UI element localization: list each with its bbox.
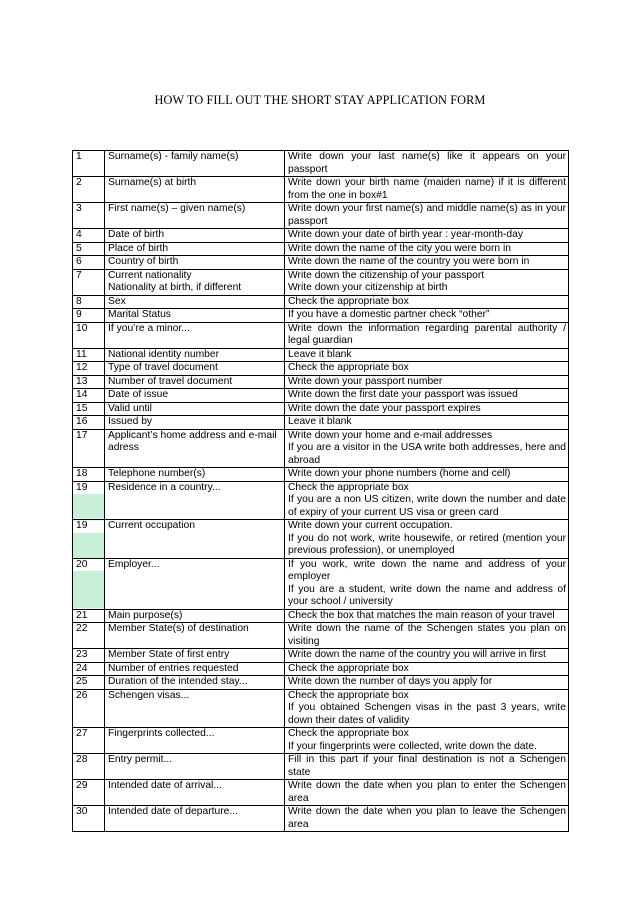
instruction-text: Leave it blank [288,348,352,360]
table-row [73,676,569,690]
instruction-text: Write down the date your passport expires [288,402,481,414]
field-name: Applicant’s home address and e-mail adress [108,429,277,453]
instructions-table [72,150,569,832]
field-name-cell [105,416,285,430]
field-name-cell [105,676,285,690]
box-number: 23 [73,649,105,663]
box-number: 13 [73,375,105,389]
field-name-cell [105,256,285,270]
instruction-text: If you are a visitor in the USA write both addresses, here and abroad [288,442,566,466]
instruction-cell [285,662,569,676]
table-row [73,689,569,728]
box-number: 2 [73,177,105,203]
field-name: Main purpose(s) [108,609,183,621]
instruction-cell [285,481,569,520]
instruction-text: If you work, write down the name and address of your employer [288,558,566,582]
field-name-cell [105,151,285,177]
box-number: 19 [73,520,105,559]
field-name: Current occupation [108,520,196,531]
field-name: Place of birth [108,242,169,254]
instruction-text: Write down the information regarding parental authority / legal guardian [288,322,566,346]
instruction-cell [285,348,569,362]
box-number: 21 [73,609,105,623]
field-name: Member State(s) of destination [108,623,249,634]
field-name-cell [105,375,285,389]
field-name: Number of travel document [108,375,233,387]
instruction-text: Write down your citizenship at birth [288,282,448,293]
instructions-table-body [73,151,569,832]
table-row [73,229,569,243]
field-name-cell [105,295,285,309]
table-row [73,649,569,663]
box-number: 6 [73,256,105,270]
box-number: 24 [73,662,105,676]
field-name-cell [105,322,285,348]
table-row [73,780,569,806]
field-name-cell [105,402,285,416]
instruction-cell [285,623,569,649]
box-number: 19 [73,481,105,520]
instruction-cell [285,322,569,348]
instruction-cell [285,402,569,416]
field-name-cell [105,429,285,468]
table-row [73,609,569,623]
instruction-text: If you have a domestic partner check “other” [288,309,490,320]
instruction-text: If you obtained Schengen visas in the past 3 years, write down their dates of validity [288,702,566,726]
box-number: 22 [73,623,105,649]
box-number: 27 [73,728,105,754]
field-name: If you’re a minor... [108,322,190,334]
field-name-cell [105,242,285,256]
field-name-cell [105,754,285,780]
field-name-cell [105,806,285,832]
field-name: National identity number [108,348,220,360]
table-row [73,402,569,416]
table-row [73,322,569,348]
box-number: 20 [73,558,105,609]
table-row [73,309,569,323]
instruction-text: Write down your date of birth year : year-month-day [288,229,524,240]
instruction-cell [285,269,569,295]
field-name: Entry permit... [108,754,173,765]
field-name-cell [105,520,285,559]
field-name-cell [105,662,285,676]
box-number: 28 [73,754,105,780]
field-name: Marital Status [108,309,171,320]
instruction-text: Write down the date when you plan to leave the Schengen area [288,806,566,830]
document-title: HOW TO FILL OUT THE SHORT STAY APPLICATION FORM [154,93,486,107]
table-row [73,429,569,468]
table-row [73,375,569,389]
instruction-cell [285,151,569,177]
instruction-text: Check the appropriate box [288,689,409,701]
box-number: 1 [73,151,105,177]
box-number: 15 [73,402,105,416]
table-row [73,151,569,177]
field-name-cell [105,728,285,754]
instruction-text: If you are a student, write down the name and address of your school / university [288,583,566,607]
field-name-cell [105,649,285,663]
field-name-cell [105,389,285,403]
table-row [73,203,569,229]
field-name-cell [105,623,285,649]
instruction-cell [285,649,569,663]
table-row [73,623,569,649]
box-number: 9 [73,309,105,323]
field-name-cell [105,481,285,520]
instruction-cell [285,295,569,309]
box-number: 14 [73,389,105,403]
field-name-cell [105,203,285,229]
field-name: Duration of the intended stay... [108,676,248,687]
instruction-text: If you do not work, write housewife, or retired (mention your previous profession), or unemployed [288,532,566,556]
instruction-text: Check the appropriate box [288,295,409,307]
instruction-cell [285,468,569,482]
box-number: 3 [73,203,105,229]
field-name: Number of entries requested [108,662,239,674]
field-name: Surname(s) - family name(s) [108,151,239,162]
instruction-cell [285,256,569,270]
field-name-cell [105,609,285,623]
field-name: Nationality at birth, if different [108,282,242,293]
field-name-cell [105,269,285,295]
table-row [73,389,569,403]
field-name-cell [105,177,285,203]
field-name: Date of birth [108,229,165,240]
box-number: 11 [73,348,105,362]
instruction-cell [285,242,569,256]
box-number: 4 [73,229,105,243]
instruction-text: Check the appropriate box [288,481,409,493]
table-row [73,295,569,309]
table-row [73,362,569,376]
instruction-cell [285,806,569,832]
instruction-text: Write down your current occupation. [288,520,453,531]
instruction-text: Check the appropriate box [288,662,409,674]
field-name-cell [105,468,285,482]
field-name: Current nationality [108,269,192,281]
field-name-cell [105,362,285,376]
instruction-cell [285,203,569,229]
table-row [73,468,569,482]
instruction-cell [285,309,569,323]
box-number: 5 [73,242,105,256]
box-number: 16 [73,416,105,430]
field-name: Intended date of departure... [108,806,238,817]
instruction-text: Leave it blank [288,416,352,427]
instruction-text: Write down the name of the Schengen states you plan on visiting [288,623,566,647]
field-name-cell [105,689,285,728]
field-name-cell [105,780,285,806]
instruction-cell [285,416,569,430]
instruction-cell [285,375,569,389]
box-number: 7 [73,269,105,295]
instruction-text: Check the appropriate box [288,362,409,373]
instruction-cell [285,362,569,376]
field-name-cell [105,229,285,243]
field-name: Sex [108,295,126,307]
instruction-text: Write down the date when you plan to enter the Schengen area [288,780,566,804]
instruction-text: Write down your phone numbers (home and cell) [288,468,511,479]
instruction-cell [285,229,569,243]
instruction-text: Write down your passport number [288,375,443,387]
table-row [73,806,569,832]
table-row [73,269,569,295]
table-row [73,348,569,362]
instruction-cell [285,780,569,806]
instruction-text: Write down your last name(s) like it appears on your passport [288,151,566,175]
box-number: 12 [73,362,105,376]
instruction-cell [285,558,569,609]
table-row [73,728,569,754]
table-row [73,177,569,203]
instruction-cell [285,754,569,780]
instruction-text: Fill in this part if your final destination is not a Schengen state [288,754,566,778]
instruction-cell [285,389,569,403]
field-name: Type of travel document [108,362,218,373]
table-row [73,558,569,609]
box-number: 17 [73,429,105,468]
instruction-text: Write down the citizenship of your passport [288,269,485,281]
box-number: 25 [73,676,105,690]
box-number: 8 [73,295,105,309]
field-name: Member State of first entry [108,649,230,660]
instruction-text: If your fingerprints were collected, write down the date. [288,740,537,752]
instruction-text: Write down your first name(s) and middle name(s) as in your passport [288,203,566,227]
box-number: 30 [73,806,105,832]
field-name: Issued by [108,416,153,427]
instruction-cell [285,177,569,203]
table-row [73,481,569,520]
field-name-cell [105,309,285,323]
field-name: Employer... [108,558,160,570]
field-name: Country of birth [108,256,179,267]
field-name: Schengen visas... [108,689,190,701]
instruction-cell [285,520,569,559]
table-row [73,754,569,780]
instruction-text: Check the appropriate box [288,728,409,739]
field-name-cell [105,558,285,609]
box-number: 10 [73,322,105,348]
table-row [73,416,569,430]
instruction-text: Write down the name of the city you were born in [288,242,512,254]
field-name: First name(s) – given name(s) [108,203,246,214]
box-number: 18 [73,468,105,482]
instruction-text: Write down the first date your passport was issued [288,389,518,400]
instruction-cell [285,689,569,728]
field-name: Intended date of arrival... [108,780,222,791]
field-name: Date of issue [108,389,169,400]
instruction-text: Write down your birth name (maiden name) if it is different from the one in box#1 [288,177,566,201]
field-name: Telephone number(s) [108,468,206,479]
field-name-cell [105,348,285,362]
instruction-text: If you are a non US citizen, write down the number and date of expiry of your current US visa or green card [288,494,566,518]
field-name: Residence in a country... [108,481,221,493]
instruction-text: Write down the name of the country you will arrive in first [288,649,546,660]
instruction-cell [285,676,569,690]
instruction-cell [285,728,569,754]
instruction-text: Write down the number of days you apply for [288,676,493,687]
instruction-cell [285,429,569,468]
box-number: 26 [73,689,105,728]
table-row [73,242,569,256]
instruction-text: Write down the name of the country you were born in [288,256,530,267]
instruction-cell [285,609,569,623]
field-name: Fingerprints collected... [108,728,215,739]
table-row [73,256,569,270]
field-name: Valid until [108,402,152,414]
box-number: 29 [73,780,105,806]
instruction-text: Write down your home and e-mail addresses [288,429,493,441]
table-row [73,662,569,676]
table-row [73,520,569,559]
instruction-text: Check the box that matches the main reason of your travel [288,609,555,621]
field-name: Surname(s) at birth [108,177,197,188]
